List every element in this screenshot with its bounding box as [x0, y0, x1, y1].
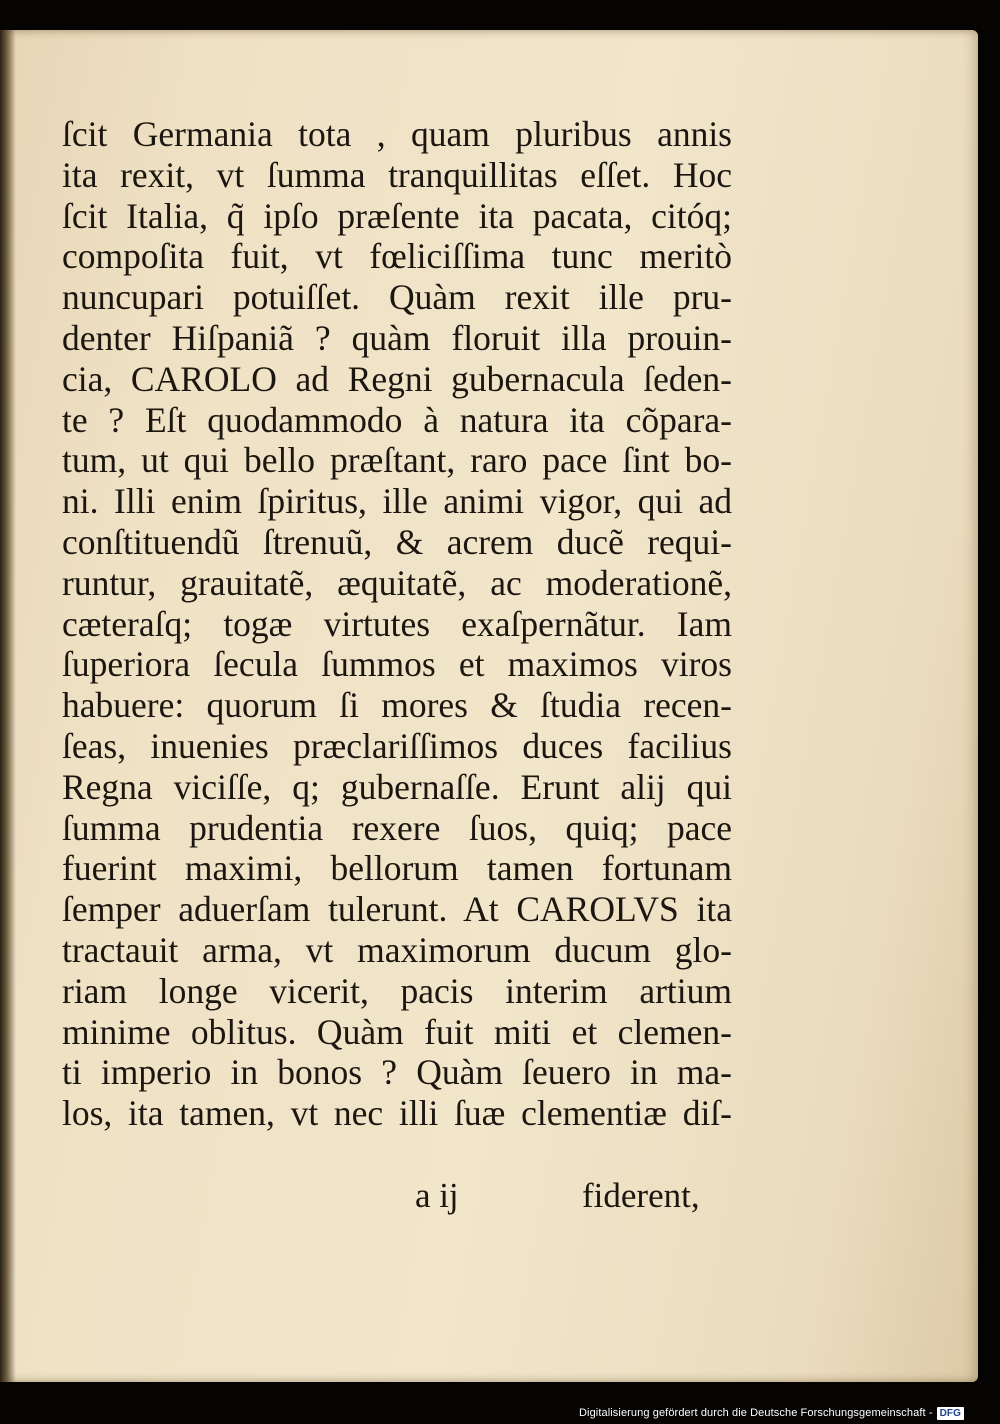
text-line: nuncupari potuiſſet. Quàm rexit ille pru- [62, 277, 732, 318]
text-line: denter Hiſpaniã ? quàm floruit illa prouin- [62, 317, 732, 358]
book-page [0, 30, 978, 1382]
text-line: tractauit arma, vt maximorum ducum glo- [62, 929, 732, 970]
text-line: habuere: quorum ſi mores & ſtudia recen- [62, 685, 732, 726]
page-footer-line [0, 1176, 978, 1224]
text-line: compoſita fuit, vt fœliciſſima tunc meritò [62, 236, 732, 277]
text-line: ſumma prudentia rexere ſuos, quiq; pace [62, 807, 732, 848]
text-line: runtur, grauitatẽ, æquitatẽ, ac moderationẽ, [62, 562, 732, 603]
text-line: riam longe vicerit, pacis interim artium [62, 970, 732, 1011]
text-line: cæteraſq; togæ virtutes exaſpernãtur. Iam [62, 603, 732, 644]
digitization-credit [579, 1405, 964, 1421]
catchword: fiderent, [582, 1176, 700, 1215]
text-line: ni. Illi enim ſpiritus, ille animi vigor, qui ad [62, 481, 732, 522]
text-line: minime oblitus. Quàm fuit miti et clemen- [62, 1011, 732, 1052]
text-line: Regna viciſſe, q; gubernaſſe. Erunt alĳ qui [62, 766, 732, 807]
dfg-logo: DFG [937, 1407, 964, 1420]
credit-text: Digitalisierung gefördert durch die Deutsche Forschungsgemeinschaft - [579, 1407, 933, 1419]
text-line: ti imperio in bonos ? Quàm ſeuero in ma- [62, 1052, 732, 1093]
text-line: fuerint maximi, bellorum tamen fortunam [62, 848, 732, 889]
text-line: ſeas, inuenies præclariſſimos duces facilius [62, 725, 732, 766]
text-line: ſemper aduerſam tulerunt. At CAROLVS ita [62, 889, 732, 930]
text-line: ſuperiora ſecula ſummos et maximos viros [62, 644, 732, 685]
text-line: ſcit Italia, q̃ ipſo præſente ita pacata, citóq; [62, 195, 732, 236]
text-line: te ? Eſt quodammodo à natura ita cõpara- [62, 399, 732, 440]
text-line: tum, ut qui bello præſtant, raro pace ſint bo- [62, 440, 732, 481]
text-line: los, ita tamen, vt nec illi ſuæ clementiæ diſ- [62, 1093, 732, 1134]
text-line: ſcit Germania tota , quam pluribus annis [62, 114, 732, 154]
signature-mark: a ĳ [415, 1176, 459, 1215]
body-text [62, 114, 732, 1134]
text-line: ita rexit, vt ſumma tranquillitas eſſet. Hoc [62, 154, 732, 195]
text-line: conſtituendũ ſtrenuũ, & acrem ducẽ requi- [62, 521, 732, 562]
text-line: cia, CAROLO ad Regni gubernacula ſeden- [62, 358, 732, 399]
